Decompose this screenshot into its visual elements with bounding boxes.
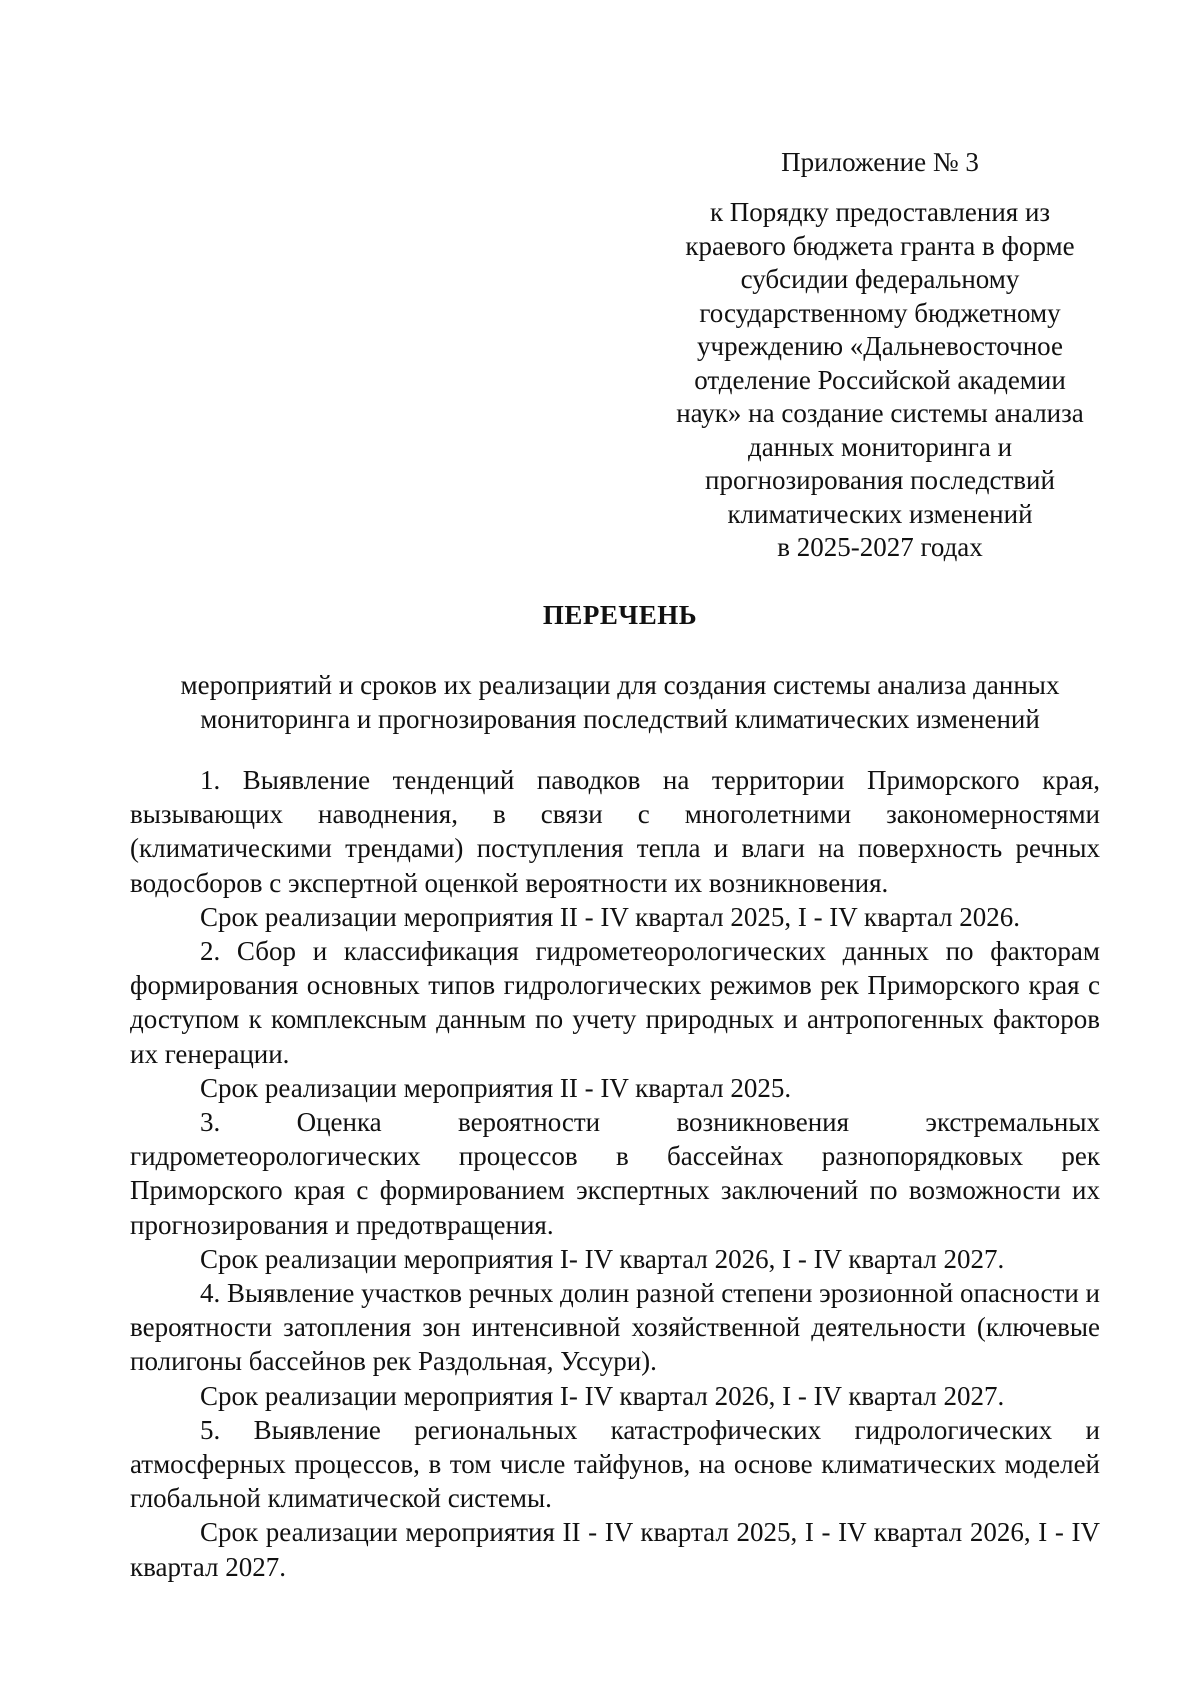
measure-2-text: 2. Сбор и классификация гидрометеорологических данных по факторам формирования основных типов гидрологических режимов рек Приморского края с доступом к комплексным данным по учету природных и антропогенных факторов их генерации.	[130, 936, 1100, 1069]
appendix-reference	[660, 196, 1100, 565]
measure-2-deadline: Срок реализации мероприятия II - IV квартал 2025.	[200, 1072, 792, 1103]
measure-3-deadline: Срок реализации мероприятия I- IV квартал 2026, I - IV квартал 2027.	[200, 1243, 1005, 1274]
document-body	[130, 763, 1100, 1584]
appendix-line: к Порядку предоставления из	[709, 197, 1051, 227]
appendix-line: климатических изменений	[727, 498, 1033, 529]
appendix-line: отделение Российской академии	[694, 364, 1066, 395]
appendix-line: прогнозирования последствий	[705, 465, 1055, 495]
appendix-line: данных мониторинга и	[747, 431, 1013, 462]
appendix-line: в 2025-2027 годах	[777, 532, 983, 562]
measure-4-deadline: Срок реализации мероприятия I- IV квартал 2026, I - IV квартал 2027.	[200, 1380, 1005, 1411]
measure-1-deadline: Срок реализации мероприятия II - IV квартал 2025, I - IV квартал 2026.	[200, 901, 1021, 932]
appendix-line: наук» на создание системы анализа	[676, 398, 1084, 428]
document-title: ПЕРЕЧЕНЬ	[542, 600, 698, 630]
subtitle-line: мероприятий и сроков их реализации для создания системы анализа данных	[180, 670, 1060, 700]
appendix-title: Приложение № 3	[781, 147, 979, 177]
measure-3-text: 3. Оценка вероятности возникновения экстремальных гидрометеорологических процессов в бассейнах разнопорядковых рек Приморского края с формированием экспертных заключений по возможности их прогнозирования и предотвращения.	[130, 1107, 1100, 1240]
measure-5-deadline: Срок реализации мероприятия II - IV квартал 2025, I - IV квартал 2026, I - IV квартал 2027.	[130, 1517, 1100, 1582]
measure-5-text: 5. Выявление региональных катастрофических гидрологических и атмосферных процессов, в том числе тайфунов, на основе климатических моделей глобальной климатической системы.	[130, 1414, 1100, 1514]
document-subtitle	[140, 669, 1100, 736]
appendix-line: государственному бюджетному	[699, 297, 1061, 328]
appendix-line: субсидии федеральному	[740, 264, 1020, 294]
subtitle-line: мониторинга и прогнозирования последствий климатических изменений	[200, 703, 1040, 734]
appendix-line: учреждению «Дальневосточное	[697, 331, 1063, 361]
measure-1-text: 1. Выявление тенденций паводков на территории Приморского края, вызывающих наводнения, в связи с многолетними закономерностями (климатическими трендами) поступления тепла и влаги на поверхность речных водосборов с экспертной оценкой вероятности их возникновения.	[130, 765, 1100, 898]
measure-4-text: 4. Выявление участков речных долин разной степени эрозионной опасности и вероятности затопления зон интенсивной хозяйственной деятельности (ключевые полигоны бассейнов рек Раздольная, Уссури).	[130, 1278, 1100, 1377]
appendix-line: краевого бюджета гранта в форме	[685, 230, 1075, 261]
